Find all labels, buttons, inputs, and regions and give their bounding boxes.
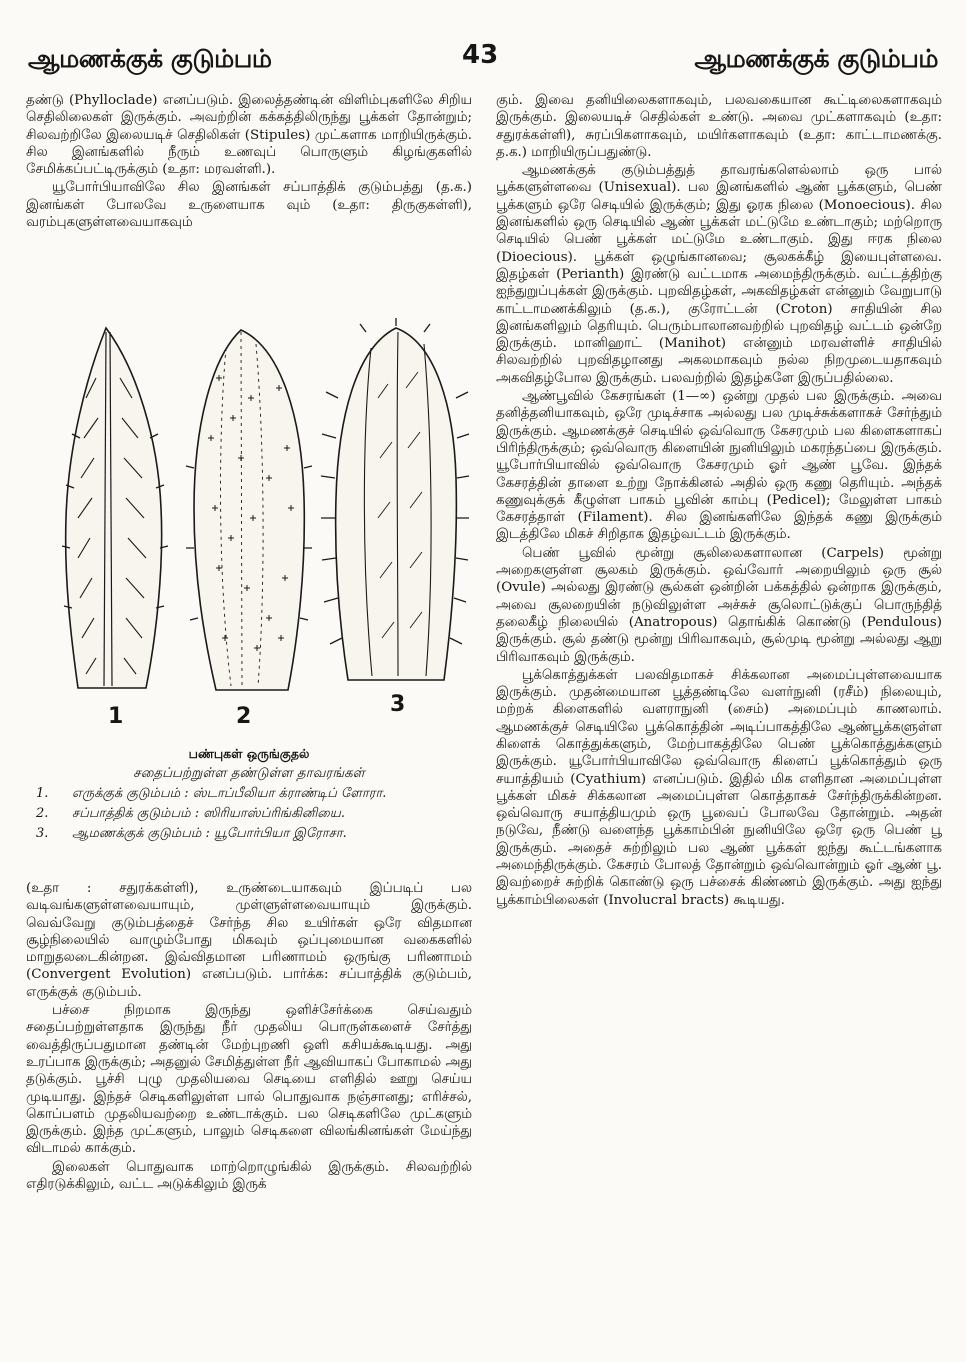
figure-label-3: 3 xyxy=(390,692,406,717)
figure-caption xyxy=(26,744,472,844)
caption-title: பண்புகள் ஒருங்குதல் xyxy=(188,746,310,761)
left-column-top xyxy=(26,92,472,232)
paragraph: இலைகள் பொதுவாக மாற்றொழுங்கில் இருக்கும். சிலவற்றில் எதிரடுக்கிலும், வட்ட அடுக்கிலும் இருக் xyxy=(26,1159,472,1193)
paragraph: கும். இவை தனியிலைகளாகவும், பலவகையான கூட்டிலைகளாகவும் இருக்கும். இலையடிச் செதில்கள் உண்டு. அவை முட்களாகவும் (உதா: சதுரக்கள்ளி), சுரப்பிகளாகவும், மயிர்களாகவும் (உதா: காட்டாமணக்கு. த.க.) மாறியிருப்பதுண்டு. xyxy=(496,93,942,160)
caption-item-number: 2. xyxy=(36,806,49,821)
stem-3-drawing xyxy=(321,318,469,680)
running-title-left: ஆமணக்குக் குடும்பம் xyxy=(28,44,272,73)
stem-illustration xyxy=(26,318,472,738)
caption-item xyxy=(36,824,472,844)
caption-item-text: சப்பாத்திக் குடும்பம் : ஸிரியாஸ்ப்ரிங்கினியை. xyxy=(72,806,345,821)
caption-item xyxy=(36,784,472,804)
paragraph: பெண் பூவில் மூன்று சூலிலைகளாலான (Carpels) மூன்று அறைகளுள்ள சூலகம் இருக்கும். ஒவ்வோர் அறையிலும் ஒரு சூல் (Ovule) அல்லது இரண்டு சூல்கள் ஒன்றின் பக்கத்தில் ஒன்றாக இருக்கும், அவை சூலறையின் நடுவிலுள்ள அச்சுச் சூலொட்டுக்குப் பொருந்தித் தலைகீழ் நிலையில் (Anatropous) தொங்கிக் கொண்டு (Pendulous) இருக்கும். சூல் தண்டு மூன்று பிரிவாகவும், சூல்முடி மூன்று அல்லது ஆறு பிரிவாகவும் இருக்கும். xyxy=(496,545,942,665)
right-column xyxy=(496,92,942,910)
caption-item-text: ஆமணக்குக் குடும்பம் : யூபோர்பியா இரோசா. xyxy=(72,826,347,841)
paragraph: யூபோர்பியாவிலே சில இனங்கள் சப்பாத்திக் குடும்பத்து (த.க.) இனங்கள் போலவே உருளையாக வும் (உதா: திருகுகள்ளி), வரம்புகளுள்ளவையாகவும் xyxy=(26,180,472,231)
stem-2-drawing xyxy=(186,330,312,690)
caption-item-text: எருக்குக் குடும்பம் : ஸ்டாப்பீலியா க்ராண்டிப் ளோரா. xyxy=(72,786,387,801)
caption-item-number: 1. xyxy=(36,786,49,801)
paragraph: ஆண்பூவில் கேசரங்கள் (1—∞) ஒன்று முதல் பல இருக்கும். அவை தனித்தனியாகவும், ஒரே முடிச்சாக அல்லது பல முடிச்சுக்களாகச் சேர்ந்தும் இருக்கும். ஆமணக்குச் செடியில் ஒவ்வொரு கேசரமும் பல கிளைகளாகப் பிரிந்திருக்கும்; ஒவ்வொரு கிளையின் நுனியிலும் மகரந்தப்பை இருக்கும். யூபோர்பியாவில் ஒவ்வொரு கேசரமும் ஓர் ஆண் பூவே. இந்தக் கேசரத்தின் தாளை உற்று நோக்கினல் அதில் ஒரு கணு தெரியும். அந்தக் கணுவுக்குக் கீழுள்ள பாகம் பூவின் காம்பு (Pedicel); மேலுள்ள பாகம் கேசரத்தாள் (Filament). சில இனங்களிலே இந்தக் கணு இருக்கும் இடத்திலே மிகச் சிறிதாக இதழ்வட்டம் இருக்கும். xyxy=(496,389,942,543)
caption-item-number: 3. xyxy=(36,826,49,841)
caption-item xyxy=(36,804,472,824)
paragraph: (உதா : சதுரக்கள்ளி), உருண்டையாகவும் இப்படிப் பல வடிவங்களுள்ளவையாயும், முள்ளுள்ளவையாயும் இருக்கும். வெவ்வேறு குடும்பத்தைச் சேர்ந்த சில உயிர்கள் ஒரே விதமான சூழ்நிலையில் வாழும்போது மிகவும் ஒப்புமையான வகைகளில் மாறுதலடைகின்றன. இவ்விதமான பரிணாமம் ஒருங்கு பரிணாமம் (Convergent Evolution) எனப்படும். பார்க்க: சப்பாத்திக் குடும்பம், எருக்குக் குடும்பம். xyxy=(26,881,472,1000)
running-title-right: ஆமணக்குக் குடும்பம் xyxy=(694,44,938,73)
left-column-bottom xyxy=(26,880,472,1194)
paragraph: பச்சை நிறமாக இருந்து ஒளிச்சேர்க்கை செய்வதும் சதைப்பற்றுள்ளதாக இருந்து நீர் முதலிய பொருள்களைச் சேர்த்து வைத்திருப்பதுமான தண்டின் மேற்புறணி ஒளி கசியக்கூடியது. அது உரப்பாக இருக்கும்; அதனுல் சேமித்துள்ள நீர் ஆவியாகப் போகாமல் அது தடுக்கும். பூச்சி புழு முதலியவை செடியை எளிதில் ஊறு செய்ய முடியாது. இந்தச் செடிகளிலுள்ள பால் பொதுவாக நஞ்சானது; எரிச்சல், கொப்பளம் முதலியவற்றை உண்டாக்கும். பல செடிகளிலே முட்களும் இருக்கும். இந்த முட்களும், பாலும் செடிகளை விலங்கினங்கள் மேய்ந்து விடாமல் காக்கும். xyxy=(26,1003,472,1157)
page-number: 43 xyxy=(462,40,499,70)
stem-1-drawing xyxy=(62,328,168,688)
figure-label-1: 1 xyxy=(108,704,124,729)
paragraph: ஆமணக்குக் குடும்பத்துத் தாவரங்களெல்லாம் ஒரு பால் பூக்களுள்ளவை (Unisexual). பல இனங்களில் ஆண் பூக்களும், பெண் பூக்களும் ஒரே செடியில் இருக்கும்; இது ஓரக நிலை (Monoecious). சில இனங்களில் ஒரு செடியில் ஆண் பூக்கள் மட்டுமே உண்டாகும்; மற்றொரு செடியில் பெண் பூக்கள் மட்டுமே உண்டாகும். இது ஈரக நிலை (Dioecious). பூக்கள் ஒழுங்கானவை; சூலகக்கீழ் இயைபுள்ளவை. இதழ்கள் (Perianth) இரண்டு வட்டமாக அமைந்திருக்கும். வட்டத்திற்கு ஐந்துறுப்புக்கள் இருக்கும். புறவிதழ்கள், அகவிதழ்கள் என்னும் வேறுபாடு காட்டாமணக்கிலும் (த.க.), குரோட்டன் (Croton) சாதியின் சில இனங்களிலும் தெரியும். பெரும்பாலானவற்றில் புறவிதழ் வட்டம் ஒன்றே இருக்கும். மானிஹாட் (Manihot) என்னும் மரவள்ளிச் சாதியில் சிலவற்றில் புறவிதழானது அகலமாகவும் நல்ல நிறமுடையதாகவும் அகவிதழ்போல இருக்கும். பலவற்றில் இதழ்களே இருப்பதில்லை. xyxy=(496,163,942,386)
paragraph: பூக்கொத்துக்கள் பலவிதமாகச் சிக்கலான அமைப்புள்ளவையாக இருக்கும். முதன்மையான பூத்தண்டிலே வளர்நுனி (ரசீம்) நிலையும், மற்றக் கிளைகளில் வளராநுனி (சைம்) அமைப்பும் காணலாம். ஆமணக்குச் செடியிலே பூக்கொத்தின் அடிப்பாகத்திலே ஆண்பூக்களுள்ள கிளைக் கொத்துக்களும், மேற்பாகத்திலே பெண் பூக்கொத்துக்களும் இருக்கும். யூபோர்பியாவிலே ஒவ்வொரு கிளைப் பூக்கொத்தும் ஒரு சயாத்தியம் (Cyathium) எனப்படும். இதில் மிக எளிதான அமைப்புள்ள பூக்கள் மிகச் சிக்கலான அமைப்புள்ள கொத்தாகச் சேர்ந்திருக்கின்றன. ஒவ்வொரு சயாத்தியமும் ஒரு பூவைப் போலவே தோன்றும். அதன் நடுவே, நீண்டு வளைந்த பூக்காம்பின் நுனியிலே ஒரே ஒரு பெண் பூ இருக்கும். அதைச் சுற்றிலும் பல ஆண் பூக்கள் ஐந்து கூட்டங்களாக அமைந்திருக்கும். கேசரம் போலத் தோன்றும் ஒவ்வொன்றும் ஓர் ஆண் பூ. இவற்றைச் சுற்றிக் கொண்டு ஒரு பச்சைக் கிண்ணம் இருக்கும். அது ஐந்து பூக்காம்பிலைகள் (Involucral bracts) கூடியது. xyxy=(496,667,942,908)
paragraph: தண்டு (Phylloclade) எனப்படும். இலைத்தண்டின் விளிம்புகளிலே சிறிய செதிலிலைகள் இருக்கும். அவற்றின் கக்கத்திலிருந்து பூக்கள் தோன்றும்; சிலவற்றிலே இலையடிச் செதிலிகள் (Stipules) முட்களாக மாறியிருக்கும். சில இனங்களில் நீரும் உணவுப் பொருளும் கிழங்குகளில் சேமிக்கப்பட்டிருக்கும் (உதா: மரவள்ளி.). xyxy=(26,93,472,178)
figure-label-2: 2 xyxy=(236,704,252,729)
caption-subtitle: சதைப்பற்றுள்ள தண்டுள்ள தாவரங்கள் xyxy=(133,766,365,781)
page-header xyxy=(22,38,944,82)
succulent-stems-drawing xyxy=(26,318,472,738)
